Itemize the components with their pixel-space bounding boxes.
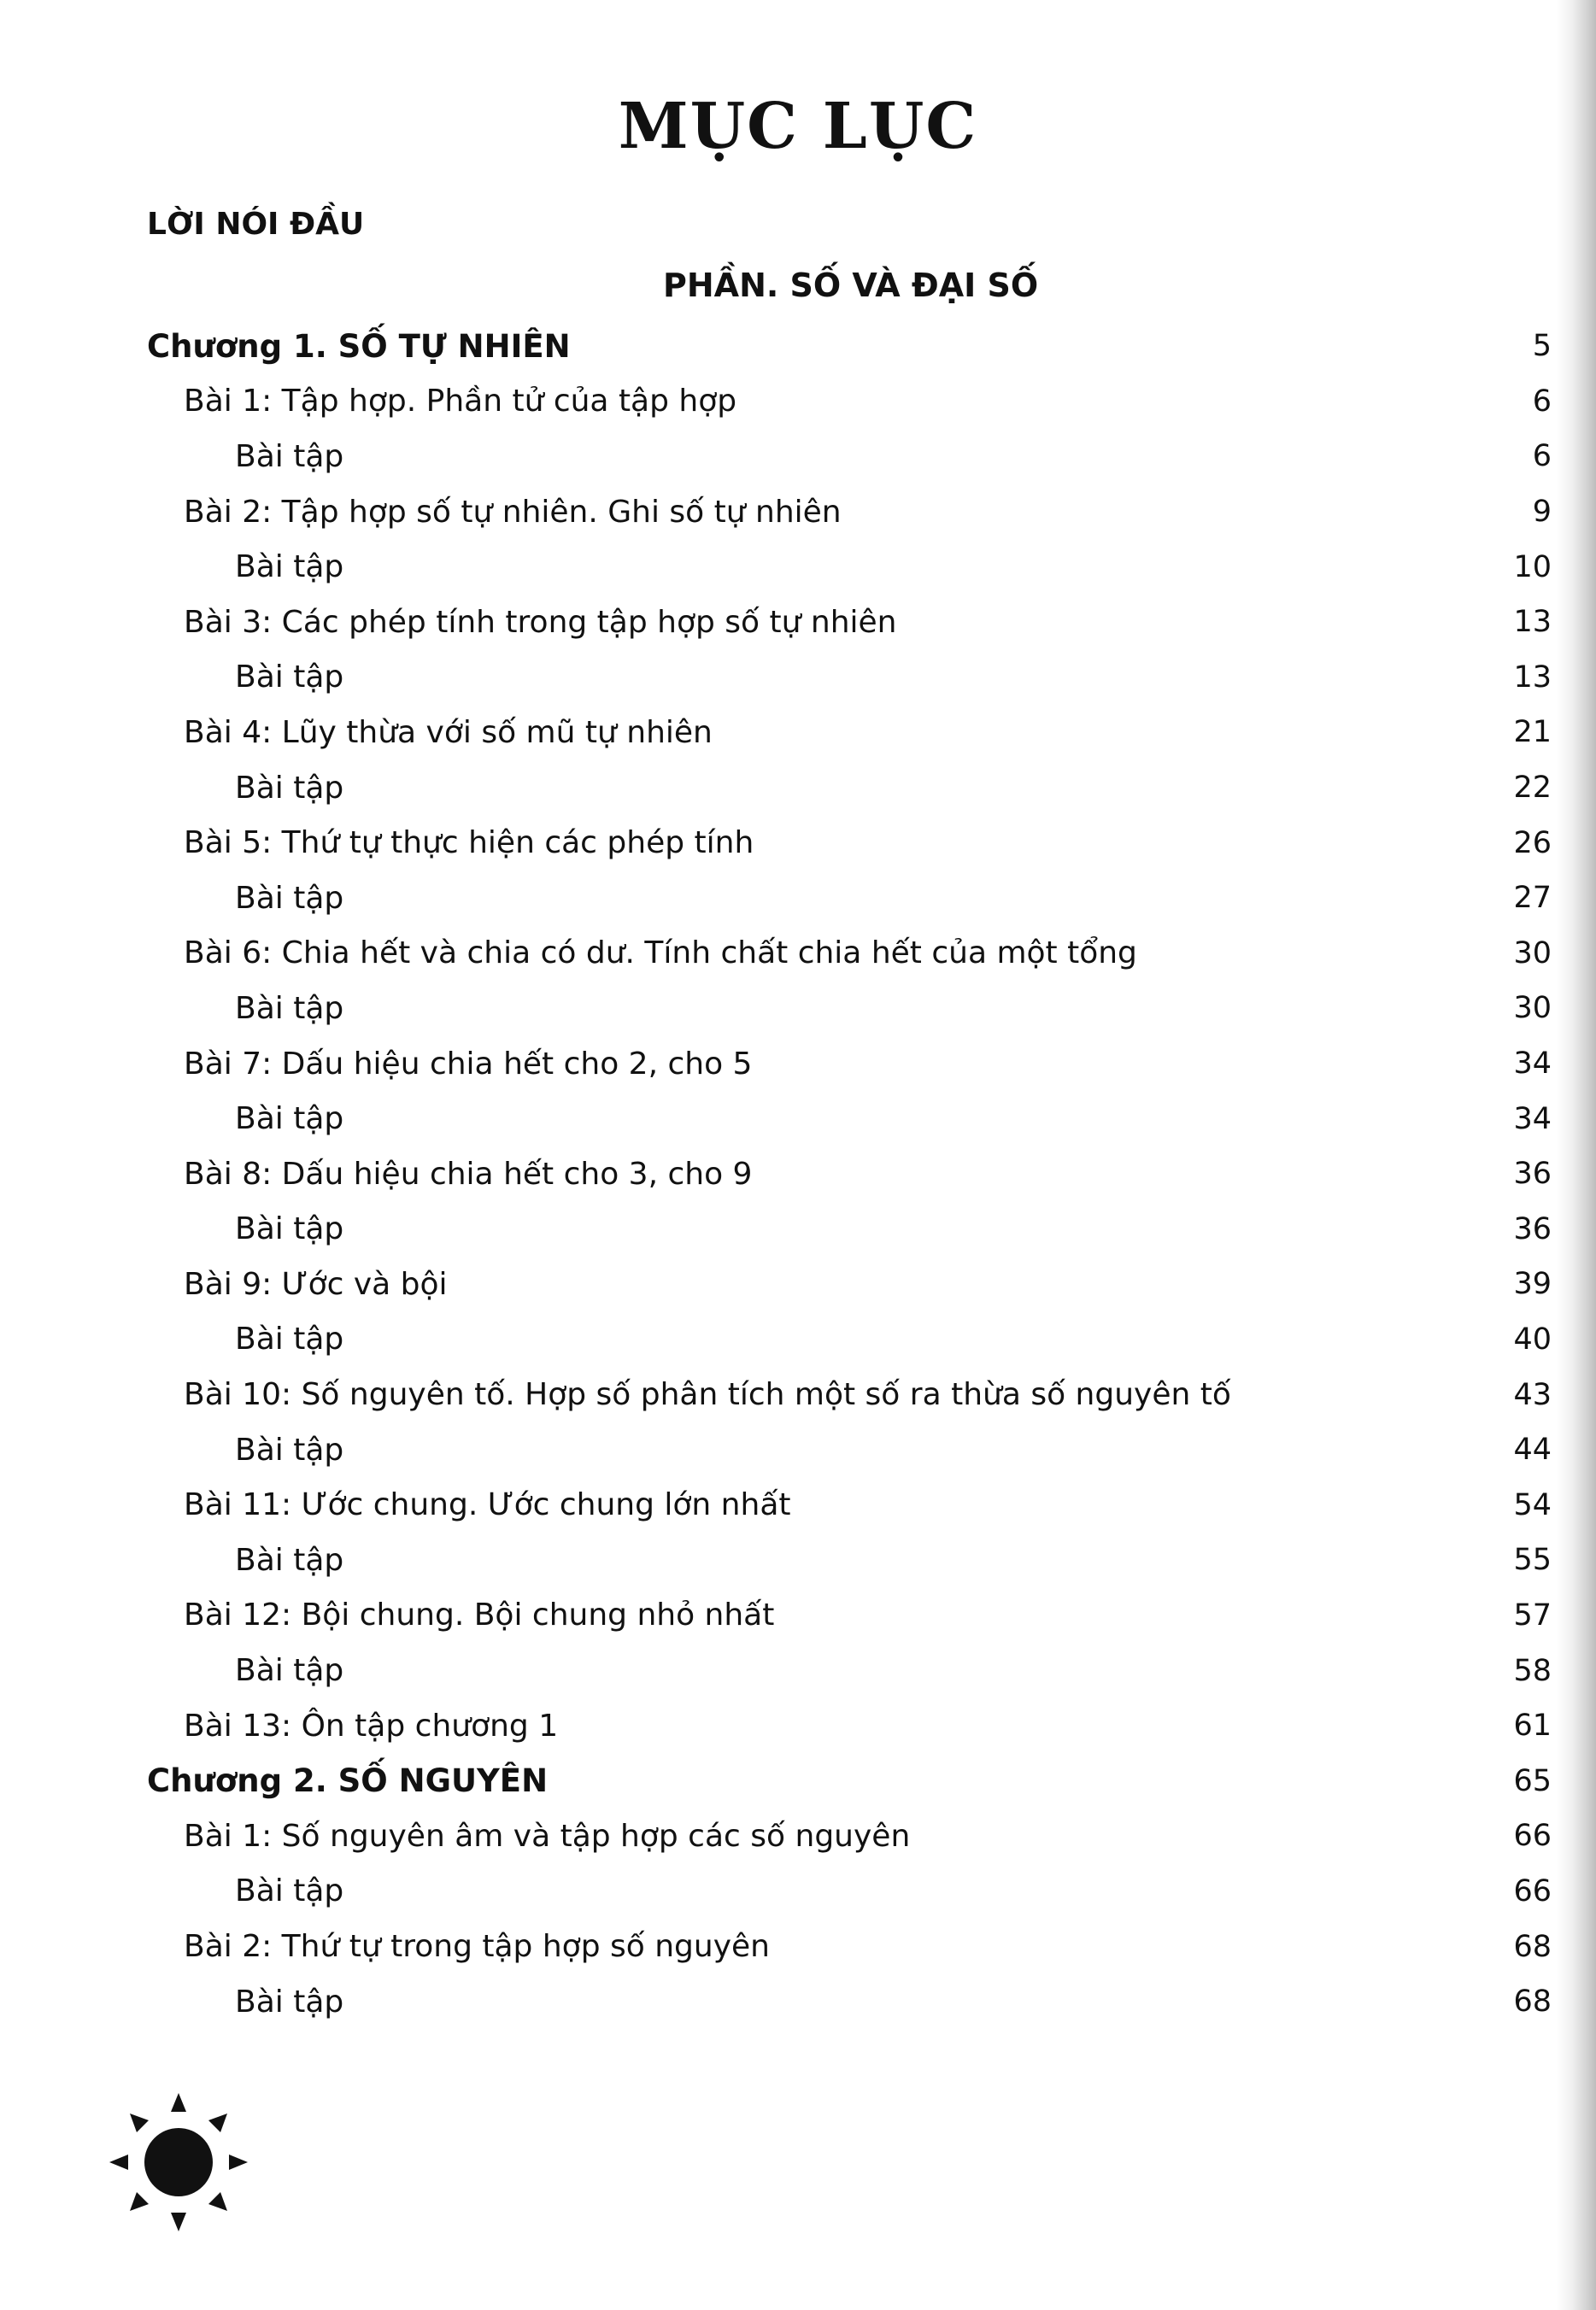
toc-entry-exercise [0, 1643, 1596, 1698]
toc-entry-page-number: 66 [1513, 1873, 1552, 1908]
toc-entry-label: Bài tập [235, 1432, 344, 1468]
toc-entry-label: Chương 1. SỐ TỰ NHIÊN [147, 327, 571, 365]
toc-entry-page-number: 44 [1513, 1433, 1552, 1468]
toc-entry-label: Bài 9: Ước và bội [184, 1266, 448, 1302]
toc-entry-page-number: 5 [1532, 329, 1552, 364]
toc-entry-exercise [0, 1202, 1596, 1258]
toc-entry-page-number: 30 [1513, 991, 1552, 1026]
toc-entry-label: Bài 13: Ôn tập chương 1 [184, 1708, 559, 1744]
toc-entry-exercise [0, 539, 1596, 595]
toc-entry-lesson [0, 1146, 1596, 1202]
toc-entry-label: Bài 12: Bội chung. Bội chung nhỏ nhất [184, 1598, 775, 1633]
toc-entry-exercise [0, 1091, 1596, 1146]
toc-entry-page-number: 65 [1513, 1763, 1552, 1798]
toc-entry-page-number: 58 [1513, 1653, 1552, 1688]
sun-icon [108, 2091, 249, 2233]
toc-entry-label: Bài 2: Thứ tự trong tập hợp số nguyên [184, 1929, 770, 1965]
toc-entry-lesson [0, 374, 1596, 430]
part-heading: PHẦN. SỐ VÀ ĐẠI SỐ [663, 267, 1039, 304]
toc-entry-label: Bài tập [235, 1984, 344, 2020]
page-title: MỤC LỤC [618, 90, 978, 163]
toc-entry-exercise [0, 429, 1596, 484]
toc-entry-page-number: 36 [1513, 1157, 1552, 1192]
toc-entry-page-number: 13 [1513, 605, 1552, 640]
toc-entry-exercise [0, 1312, 1596, 1368]
toc-entry-label: Bài 1: Tập hợp. Phần tử của tập hợp [184, 384, 737, 419]
toc-entry-page-number: 55 [1513, 1543, 1552, 1578]
toc-entry-lesson [0, 1698, 1596, 1754]
toc-entry-label: Bài 4: Lũy thừa với số mũ tự nhiên [184, 714, 713, 750]
toc-entry-lesson [0, 1477, 1596, 1533]
toc-entry-label: Bài tập [235, 770, 344, 806]
toc-entry-page-number: 54 [1513, 1487, 1552, 1522]
toc-entry-label: Bài tập [235, 1653, 344, 1689]
toc-entry-label: Bài tập [235, 990, 344, 1026]
toc-entry-page-number: 68 [1513, 1985, 1552, 2020]
toc-entry-lesson [0, 1036, 1596, 1092]
toc-entry-exercise [0, 1974, 1596, 2030]
preface-heading: LỜI NÓI ĐẦU [147, 207, 365, 242]
toc-entry-lesson [0, 815, 1596, 871]
toc-entry-page-number: 61 [1513, 1709, 1552, 1744]
toc-entry-page-number: 39 [1513, 1267, 1552, 1302]
toc-entry-label: Bài 11: Ước chung. Ước chung lớn nhất [184, 1487, 791, 1523]
toc-entry-label: Bài 3: Các phép tính trong tập hợp số tự nhiên [184, 604, 897, 640]
toc-entry-label: Bài tập [235, 1873, 344, 1909]
toc-entry-lesson [0, 1367, 1596, 1422]
toc-entry-exercise [0, 760, 1596, 816]
toc-entry-exercise [0, 650, 1596, 706]
toc-entry-lesson [0, 1257, 1596, 1312]
toc-entry-page-number: 10 [1513, 549, 1552, 584]
toc-entry-page-number: 26 [1513, 825, 1552, 860]
toc-entry-label: Bài 1: Số nguyên âm và tập hợp các số nguyên [184, 1818, 911, 1854]
toc-entry-page-number: 34 [1513, 1101, 1552, 1136]
toc-entry-page-number: 34 [1513, 1047, 1552, 1082]
toc-entry-lesson [0, 595, 1596, 650]
toc-entry-label: Bài tập [235, 660, 344, 695]
toc-entry-page-number: 9 [1532, 495, 1552, 530]
toc-entry-label: Bài 6: Chia hết và chia có dư. Tính chất chia hết của một tổng [184, 935, 1137, 971]
toc-entry-page-number: 40 [1513, 1322, 1552, 1357]
toc-entry-lesson [0, 926, 1596, 982]
toc-entry-label: Bài 8: Dấu hiệu chia hết cho 3, cho 9 [184, 1156, 753, 1192]
toc-entry-label: Bài 5: Thứ tự thực hiện các phép tính [184, 825, 754, 861]
toc-entry-lesson [0, 705, 1596, 760]
toc-entry-page-number: 68 [1513, 1929, 1552, 1964]
toc-entry-exercise [0, 981, 1596, 1036]
toc-entry-page-number: 6 [1532, 384, 1552, 419]
toc-entry-label: Bài tập [235, 1101, 344, 1137]
toc-entry-label: Bài tập [235, 549, 344, 585]
toc-entry-page-number: 66 [1513, 1819, 1552, 1854]
toc-entry-page-number: 21 [1513, 715, 1552, 750]
toc-entry-exercise [0, 871, 1596, 926]
toc-entry-page-number: 43 [1513, 1377, 1552, 1412]
toc-entry-label: Bài 7: Dấu hiệu chia hết cho 2, cho 5 [184, 1046, 753, 1082]
table-of-contents [0, 319, 1596, 2029]
toc-entry-lesson [0, 1588, 1596, 1644]
toc-entry-label: Bài tập [235, 438, 344, 474]
toc-entry-lesson [0, 484, 1596, 540]
toc-entry-chapter [0, 319, 1596, 374]
toc-entry-exercise [0, 1533, 1596, 1588]
toc-entry-exercise [0, 1422, 1596, 1478]
toc-entry-chapter [0, 1753, 1596, 1809]
toc-entry-label: Bài 10: Số nguyên tố. Hợp số phân tích một số ra thừa số nguyên tố [184, 1377, 1231, 1413]
toc-entry-lesson [0, 1919, 1596, 1974]
toc-entry-page-number: 13 [1513, 660, 1552, 695]
toc-entry-page-number: 22 [1513, 771, 1552, 806]
toc-entry-page-number: 36 [1513, 1211, 1552, 1246]
toc-entry-page-number: 6 [1532, 439, 1552, 474]
toc-entry-label: Bài tập [235, 1211, 344, 1247]
toc-entry-label: Bài 2: Tập hợp số tự nhiên. Ghi số tự nhiên [184, 494, 842, 530]
toc-entry-label: Chương 2. SỐ NGUYÊN [147, 1762, 549, 1800]
toc-entry-lesson [0, 1809, 1596, 1864]
toc-entry-page-number: 30 [1513, 935, 1552, 970]
toc-entry-page-number: 27 [1513, 881, 1552, 916]
toc-entry-exercise [0, 1864, 1596, 1920]
toc-entry-label: Bài tập [235, 1322, 344, 1357]
toc-entry-label: Bài tập [235, 880, 344, 916]
toc-entry-page-number: 57 [1513, 1598, 1552, 1633]
toc-entry-label: Bài tập [235, 1542, 344, 1578]
